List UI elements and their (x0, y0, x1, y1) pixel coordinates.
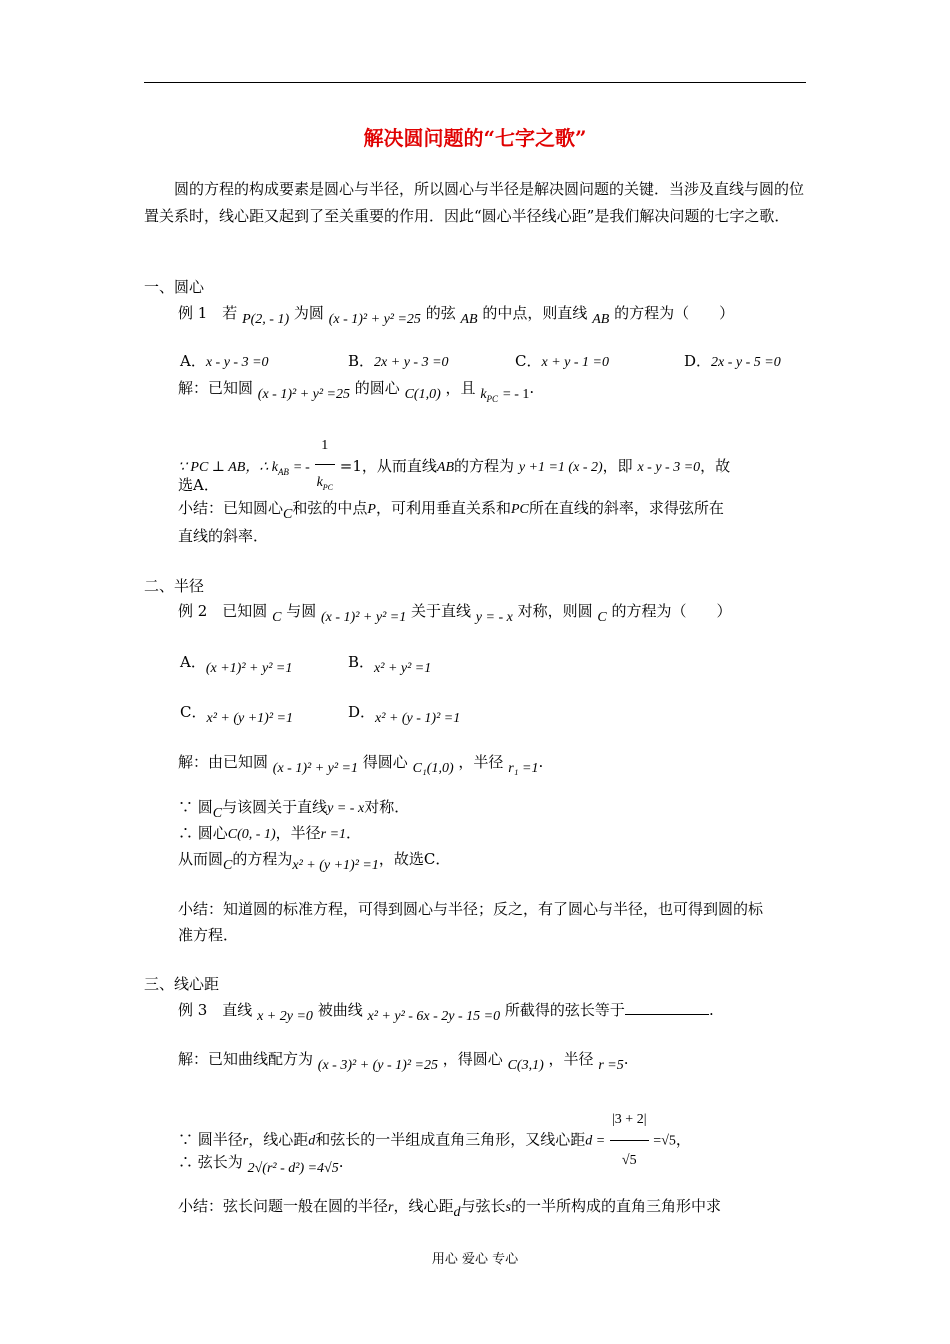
example-2-solution-line-3: ∴ 圆心C(0, - 1)，半径r =1． (178, 824, 362, 842)
example-3-solution-line-1: 解：已知曲线配方为 (x - 3)² + (y - 1)² =25 ，得圆心 C(3,1) ，半径 r =5. (178, 1050, 629, 1073)
section-heading-distance: 三、线心距 (144, 975, 220, 993)
example-1-option-b: B．2x + y - 3 =0 (348, 352, 449, 370)
example-2-option-a: A．(x +1)² + y² =1 (180, 653, 293, 676)
summary-3-line-1: 小结：弦长问题一般在圆的半径r，线心距d与弦长s的一半所构成的直角三角形中求 (178, 1197, 721, 1220)
example-1-option-c: C．x + y - 1 =0 (515, 352, 609, 370)
example-1-solution-line-2: ∵ PC ⊥ AB，∴ $k_{AB}$ = - $\frac{1}{k_{PC}}$ =1，从而直线AB的方程为 y +1 =1 (x - 2)，即 x - y - 3 =0，故 (178, 428, 730, 506)
document-title: 解决圆问题的“七字之歌” (363, 126, 587, 150)
example-1-solution-line-1: 解：已知圆 (x - 1)² + y² =25 的圆心 C(1,0) ，且 $k_{PC}$ = - 1. (178, 379, 535, 404)
example-1-answer: 选A． (178, 476, 219, 494)
example-1-option-d: D．2x - y - 5 =0 (684, 352, 781, 370)
example-2-option-b: B．x² + y² =1 (348, 653, 432, 676)
example-2-option-d: D．x² + (y - 1)² =1 (348, 703, 461, 726)
example-2-solution-line-1: 解：由已知圆 (x - 1)² + y² =1 得圆心 C₁(1,0) ，半径 r₁ =1. (178, 753, 544, 776)
intro-paragraph: 圆的方程的构成要素是圆心与半径，所以圆心与半径是解决圆问题的关键．当涉及直线与圆的位置关系时，线心距又起到了至关重要的作用．因此“圆心半径线心距”是我们解决问题的七字之歌． (144, 180, 805, 225)
example-2-option-c: C．x² + (y +1)² =1 (180, 703, 293, 726)
example-2-solution-line-4: 从而圆C的方程为x² + (y +1)² =1，故选C． (178, 850, 451, 873)
example-3-solution-line-2: ∵ 圆半径r，线心距d和弦长的一半组成直角三角形，又线心距d = $\frac{|3 + 2|}{√5}$ =√5， (178, 1100, 691, 1181)
section-heading-radius: 二、半径 (144, 577, 205, 595)
summary-1-line-2: 直线的斜率． (178, 527, 269, 545)
summary-2-line-1: 小结：知道圆的标准方程，可得到圆心与半径；反之，有了圆心与半径，也可得到圆的标 (178, 900, 764, 918)
summary-2-line-2: 准方程． (178, 926, 239, 944)
fraction-distance: $\frac{|3 + 2|}{√5}$ (610, 1100, 649, 1181)
example-1-stem: 例 1 若 P(2, - 1) 为圆 (x - 1)² + y² =25 的弦 AB 的中点，则直线 AB 的方程为（ ） (178, 304, 735, 327)
example-2-stem: 例 2 已知圆 C 与圆 (x - 1)² + y² =1 关于直线 y = - x 对称，则圆 C 的方程为（ ） (178, 602, 732, 625)
answer-blank (625, 1000, 709, 1015)
page-footer: 用心 爱心 专心 (431, 1252, 519, 1267)
example-3-stem: 例 3 直线 x + 2y =0 被曲线 x² + y² - 6x - 2y - 15 =0 所截得的弦长等于 . (178, 1001, 714, 1024)
example-1-option-a: A．x - y - 3 =0 (180, 352, 269, 370)
fraction-slope: $\frac{1}{k_{PC}}$ (315, 428, 335, 506)
summary-1-line-1: 小结：已知圆心C和弦的中点P，可利用垂直关系和PC所在直线的斜率，求得弦所在 (178, 499, 724, 522)
section-heading-center: 一、圆心 (144, 278, 205, 296)
example-2-solution-line-2: ∵ 圆C与该圆关于直线y = - x对称． (178, 798, 410, 821)
example-3-solution-line-3: ∴ 弦长为 2√(r² - d²) =4√5. (178, 1153, 344, 1176)
header-rule (144, 82, 806, 83)
